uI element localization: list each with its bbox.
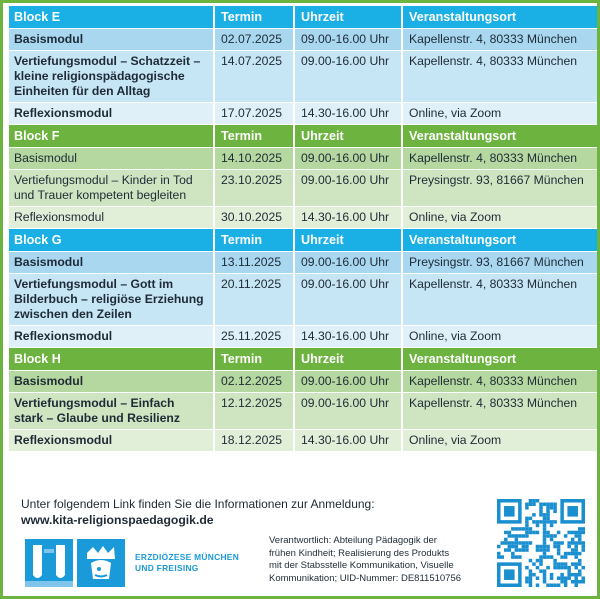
time-cell: 09.00-16.00 Uhr [295, 252, 403, 274]
column-header-termin: Termin [215, 125, 295, 148]
location-cell: Kapellenstr. 4, 80333 München [403, 148, 597, 170]
module-name-line: Reflexionsmodul [14, 433, 113, 447]
imprint [269, 535, 494, 585]
module-name-line: Reflexionsmodul [14, 210, 105, 224]
column-header-termin: Termin [215, 6, 295, 29]
module-name-line: Vertiefungsmodul – Einfach [14, 396, 175, 410]
module-cell [9, 51, 215, 103]
column-header-uhrzeit: Uhrzeit [295, 229, 403, 252]
module-name-line: Vertiefungsmodul – Kinder in Tod [14, 173, 193, 187]
location-cell: Preysingstr. 93, 81667 München [403, 252, 597, 274]
location-cell: Kapellenstr. 4, 80333 München [403, 371, 597, 393]
location-cell: Preysingstr. 93, 81667 München [403, 170, 597, 207]
location-cell: Online, via Zoom [403, 326, 597, 348]
imprint-line: Kommunikation; UID-Nummer: DE811510756 [269, 572, 462, 584]
time-cell: 09.00-16.00 Uhr [295, 170, 403, 207]
date-cell: 12.12.2025 [215, 393, 295, 430]
time-cell: 09.00-16.00 Uhr [295, 51, 403, 103]
module-cell [9, 207, 215, 229]
table-row [9, 103, 597, 125]
column-header-uhrzeit: Uhrzeit [295, 6, 403, 29]
module-name-line: Einheiten für den Alltag [14, 84, 151, 98]
imprint-line: Verantwortlich: Abteilung Pädagogik der [269, 535, 437, 546]
time-cell: 14.30-16.00 Uhr [295, 103, 403, 125]
schedule-table [9, 6, 597, 452]
module-cell [9, 274, 215, 326]
block-title: Block E [9, 6, 215, 29]
registration-link[interactable]: www.kita-religionspaedagogik.de [21, 513, 214, 527]
table-row [9, 51, 597, 103]
registration-info: Unter folgendem Link finden Sie die Informationen zur Anmeldung: [21, 497, 375, 511]
module-cell [9, 393, 215, 430]
location-cell: Online, via Zoom [403, 430, 597, 452]
brand-name [135, 552, 239, 574]
module-cell [9, 148, 215, 170]
column-header-uhrzeit: Uhrzeit [295, 348, 403, 371]
module-name-line: Basismodul [14, 255, 84, 269]
time-cell: 09.00-16.00 Uhr [295, 274, 403, 326]
module-cell [9, 430, 215, 452]
module-name-line: zwischen den Zeilen [14, 307, 132, 321]
location-cell: Online, via Zoom [403, 103, 597, 125]
column-header-ort: Veranstaltungsort [403, 229, 597, 252]
module-cell [9, 170, 215, 207]
imprint-line: mit der Stabsstelle Kommunikation, Visuelle [269, 560, 454, 572]
block-header-row [9, 229, 597, 252]
module-cell [9, 252, 215, 274]
date-cell: 18.12.2025 [215, 430, 295, 452]
schedule [9, 6, 597, 452]
block-header-row [9, 6, 597, 29]
column-header-ort: Veranstaltungsort [403, 125, 597, 148]
module-name-line: Basismodul [14, 151, 77, 165]
time-cell: 09.00-16.00 Uhr [295, 393, 403, 430]
erzdioezese-logo-icon [25, 539, 73, 587]
module-name-line: Basismodul [14, 32, 84, 46]
location-cell: Kapellenstr. 4, 80333 München [403, 51, 597, 103]
block-header-row [9, 125, 597, 148]
module-name-line: stark – Glaube und Resilienz [14, 411, 180, 425]
module-name-line: kleine religionspädagogische [14, 69, 185, 83]
module-cell [9, 103, 215, 125]
date-cell: 23.10.2025 [215, 170, 295, 207]
date-cell: 14.10.2025 [215, 148, 295, 170]
time-cell: 14.30-16.00 Uhr [295, 207, 403, 229]
brand-line: ERZDIÖZESE MÜNCHEN [135, 552, 240, 562]
qr-code-icon[interactable] [497, 499, 585, 587]
table-row [9, 148, 597, 170]
column-header-uhrzeit: Uhrzeit [295, 125, 403, 148]
date-cell: 02.12.2025 [215, 371, 295, 393]
table-row [9, 430, 597, 452]
table-row [9, 29, 597, 51]
block-header-row [9, 348, 597, 371]
module-name-line: Vertiefungsmodul – Gott im [14, 277, 174, 291]
brand-logo [25, 539, 240, 587]
table-row [9, 326, 597, 348]
module-cell [9, 371, 215, 393]
location-cell: Kapellenstr. 4, 80333 München [403, 29, 597, 51]
module-name-line: Bilderbuch – religiöse Erziehung [14, 292, 204, 306]
column-header-termin: Termin [215, 229, 295, 252]
date-cell: 14.07.2025 [215, 51, 295, 103]
date-cell: 25.11.2025 [215, 326, 295, 348]
table-row [9, 274, 597, 326]
table-row [9, 252, 597, 274]
location-cell: Online, via Zoom [403, 207, 597, 229]
table-row [9, 170, 597, 207]
date-cell: 17.07.2025 [215, 103, 295, 125]
brand-line: UND FREISING [135, 563, 199, 573]
module-name-line: Reflexionsmodul [14, 329, 113, 343]
table-row [9, 371, 597, 393]
date-cell: 20.11.2025 [215, 274, 295, 326]
module-name-line: Basismodul [14, 374, 84, 388]
column-header-termin: Termin [215, 348, 295, 371]
block-title: Block H [9, 348, 215, 371]
moor-crown-icon [77, 539, 125, 587]
module-name-line: Vertiefungsmodul – Schatzzeit – [14, 54, 201, 68]
time-cell: 09.00-16.00 Uhr [295, 29, 403, 51]
time-cell: 14.30-16.00 Uhr [295, 326, 403, 348]
date-cell: 02.07.2025 [215, 29, 295, 51]
table-row [9, 393, 597, 430]
module-cell [9, 29, 215, 51]
module-cell [9, 326, 215, 348]
date-cell: 30.10.2025 [215, 207, 295, 229]
module-name-line: und Trauer kompetent begleiten [14, 188, 187, 202]
block-title: Block F [9, 125, 215, 148]
time-cell: 09.00-16.00 Uhr [295, 371, 403, 393]
location-cell: Kapellenstr. 4, 80333 München [403, 274, 597, 326]
date-cell: 13.11.2025 [215, 252, 295, 274]
footer [3, 491, 600, 599]
column-header-ort: Veranstaltungsort [403, 348, 597, 371]
time-cell: 09.00-16.00 Uhr [295, 148, 403, 170]
imprint-line: frühen Kindheit; Realisierung des Produkts [269, 547, 450, 559]
time-cell: 14.30-16.00 Uhr [295, 430, 403, 452]
module-name-line: Reflexionsmodul [14, 106, 113, 120]
table-row [9, 207, 597, 229]
location-cell: Kapellenstr. 4, 80333 München [403, 393, 597, 430]
block-title: Block G [9, 229, 215, 252]
column-header-ort: Veranstaltungsort [403, 6, 597, 29]
